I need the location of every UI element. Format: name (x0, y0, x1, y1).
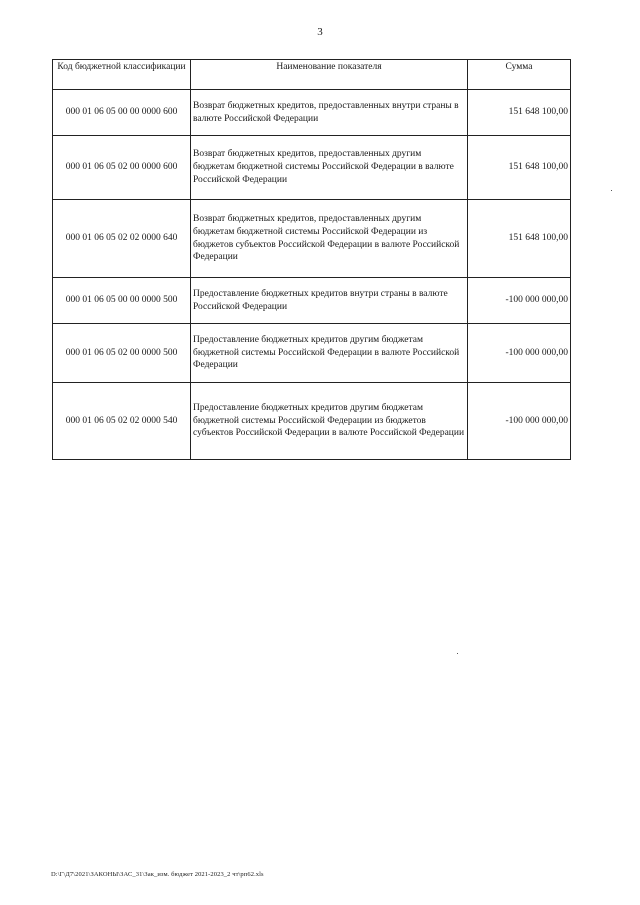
indicator-name-cell: Возврат бюджетных кредитов, предоставленных другим бюджетам бюджетной системы Российской Федерации из бюджетов субъектов Российской Федерации в валюте Российской Федерации (191, 200, 468, 278)
budget-code-cell: 000 01 06 05 02 00 0000 600 (53, 136, 191, 200)
scan-speck (611, 190, 612, 191)
table-row (53, 90, 571, 136)
indicator-name-cell: Предоставление бюджетных кредитов другим бюджетам бюджетной системы Российской Федерации в валюте Российской Федерации (191, 324, 468, 383)
table-row (53, 200, 571, 278)
sum-cell: 151 648 100,00 (468, 90, 571, 136)
file-path-footer: D:\Г\Д7\2021\ЗАКОНЫ\ЗАС_31\Зак_изм. бюджет 2021-2023_2 чт\рп62.xls (51, 871, 264, 878)
budget-code-cell: 000 01 06 05 02 00 0000 500 (53, 324, 191, 383)
indicator-name-cell: Возврат бюджетных кредитов, предоставленных внутри страны в валюте Российской Федерации (191, 90, 468, 136)
sum-cell: -100 000 000,00 (468, 383, 571, 460)
table-header-row (53, 60, 571, 90)
header-sum: Сумма (468, 60, 571, 90)
budget-code-cell: 000 01 06 05 00 00 0000 500 (53, 278, 191, 324)
budget-code-cell: 000 01 06 05 02 02 0000 540 (53, 383, 191, 460)
header-name: Наименование показателя (191, 60, 468, 90)
budget-code-cell: 000 01 06 05 02 02 0000 640 (53, 200, 191, 278)
page-number: 3 (317, 26, 323, 38)
sum-cell: -100 000 000,00 (468, 324, 571, 383)
indicator-name-cell: Возврат бюджетных кредитов, предоставленных другим бюджетам бюджетной системы Российской Федерации в валюте Российской Федерации (191, 136, 468, 200)
table-row (53, 383, 571, 460)
sum-cell: 151 648 100,00 (468, 200, 571, 278)
table-row (53, 136, 571, 200)
sum-cell: -100 000 000,00 (468, 278, 571, 324)
table-row (53, 278, 571, 324)
budget-table (52, 59, 571, 460)
indicator-name-cell: Предоставление бюджетных кредитов внутри страны в валюте Российской Федерации (191, 278, 468, 324)
budget-code-cell: 000 01 06 05 00 00 0000 600 (53, 90, 191, 136)
scan-speck (457, 653, 458, 654)
header-code: Код бюджетной классификации (53, 60, 191, 90)
indicator-name-cell: Предоставление бюджетных кредитов другим бюджетам бюджетной системы Российской Федерации из бюджетов субъектов Российской Федерации в валюте Российской Федерации (191, 383, 468, 460)
sum-cell: 151 648 100,00 (468, 136, 571, 200)
table-row (53, 324, 571, 383)
